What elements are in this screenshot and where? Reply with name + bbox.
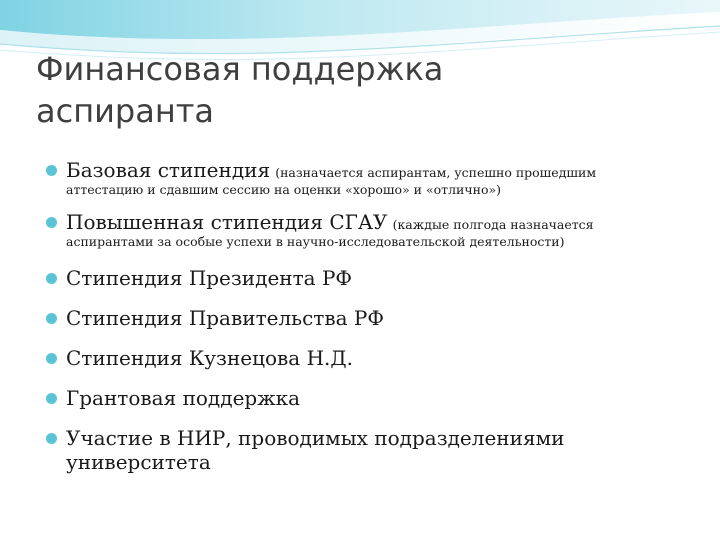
title-line-1: Финансовая поддержка bbox=[36, 50, 444, 88]
item-note-text-continued: аспирантами за особые успехи в научно-исследовательской деятельности) bbox=[66, 234, 565, 249]
list-item bbox=[46, 346, 686, 370]
list-item bbox=[46, 426, 686, 474]
item-main-text: Грантовая поддержка bbox=[66, 386, 301, 410]
bullet-dot-icon bbox=[46, 273, 57, 284]
bullet-dot-icon bbox=[46, 353, 57, 364]
list-item bbox=[46, 306, 686, 330]
item-main-text: Стипендия Президента РФ bbox=[66, 266, 353, 290]
item-main-text: Участие в НИР, проводимых подразделениями bbox=[66, 426, 565, 450]
slide-title bbox=[36, 48, 676, 132]
list-item bbox=[46, 158, 686, 198]
list-item bbox=[46, 266, 686, 290]
item-note-text: (каждые полгода назначается bbox=[392, 217, 594, 232]
bullet-dot-icon bbox=[46, 313, 57, 324]
bullet-dot-icon bbox=[46, 393, 57, 404]
bullet-dot-icon bbox=[46, 165, 57, 176]
item-main-text: Базовая стипендия bbox=[66, 158, 271, 182]
title-line-2: аспиранта bbox=[36, 92, 215, 130]
item-main-text: Стипендия Кузнецова Н.Д. bbox=[66, 346, 353, 370]
list-item bbox=[46, 210, 686, 250]
bullet-dot-icon bbox=[46, 217, 57, 228]
item-main-text: Повышенная стипендия СГАУ bbox=[66, 210, 388, 234]
list-item bbox=[46, 386, 686, 410]
item-main-text-continued: университета bbox=[66, 450, 211, 474]
item-note-text: (назначается аспирантам, успешно прошедшим bbox=[275, 165, 597, 180]
item-note-text-continued: аттестацию и сдавшим сессию на оценки «хорошо» и «отлично») bbox=[66, 182, 501, 197]
bullet-dot-icon bbox=[46, 433, 57, 444]
bullet-list bbox=[46, 158, 686, 474]
item-main-text: Стипендия Правительства РФ bbox=[66, 306, 384, 330]
